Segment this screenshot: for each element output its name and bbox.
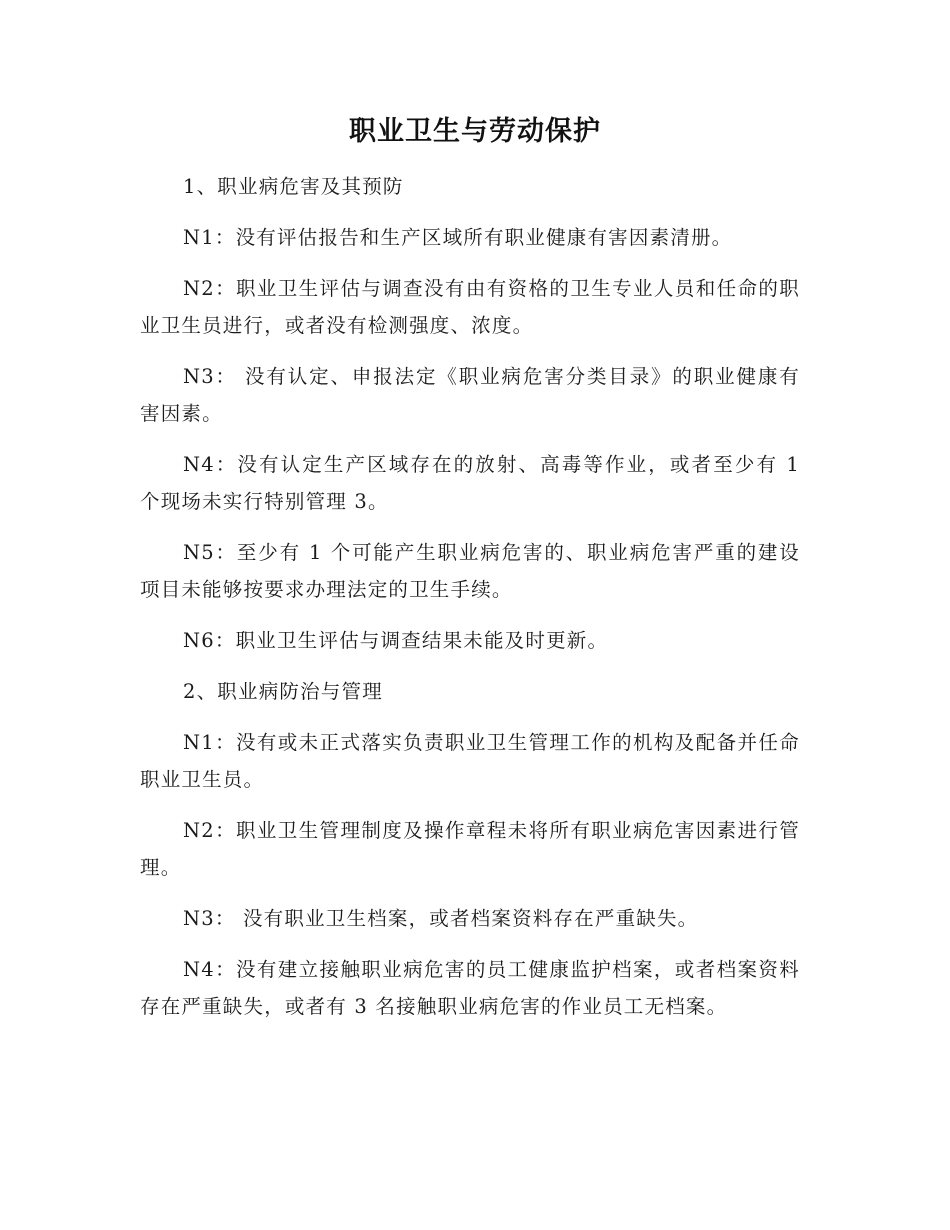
paragraph-s2-n4: N4：没有建立接触职业病危害的员工健康监护档案，或者档案资料存在严重缺失，或者有 3 名接触职业病危害的作业员工无档案。 <box>140 958 800 1018</box>
paragraph-s2-n3: N3： 没有职业卫生档案，或者档案资料存在严重缺失。 <box>183 907 699 930</box>
section-heading-2: 2、职业病防治与管理 <box>183 680 383 703</box>
document-title: 职业卫生与劳动保护 <box>349 116 601 147</box>
paragraph-s1-n5: N5：至少有 1 个可能产生职业病危害的、职业病危害严重的建设项目未能够按要求办理法定的卫生手续。 <box>140 541 800 601</box>
paragraph-s2-n2: N2：职业卫生管理制度及操作章程未将所有职业病危害因素进行管理。 <box>140 819 800 879</box>
paragraph-s1-n1: N1：没有评估报告和生产区域所有职业健康有害因素清册。 <box>183 226 733 249</box>
paragraph-s2-n1: N1：没有或未正式落实负责职业卫生管理工作的机构及配备并任命职业卫生员。 <box>140 731 800 791</box>
paragraph-s1-n3: N3： 没有认定、申报法定《职业病危害分类目录》的职业健康有害因素。 <box>140 365 800 425</box>
section-heading-1: 1、职业病危害及其预防 <box>183 175 404 198</box>
document-body <box>140 168 808 1039</box>
paragraph-s1-n6: N6：职业卫生评估与调查结果未能及时更新。 <box>183 629 609 652</box>
paragraph-s1-n4: N4：没有认定生产区域存在的放射、高毒等作业，或者至少有 1 个现场未实行特别管理 3。 <box>140 453 808 513</box>
paragraph-s1-n2: N2：职业卫生评估与调查没有由有资格的卫生专业人员和任命的职业卫生员进行，或者没有检测强度、浓度。 <box>140 277 800 337</box>
